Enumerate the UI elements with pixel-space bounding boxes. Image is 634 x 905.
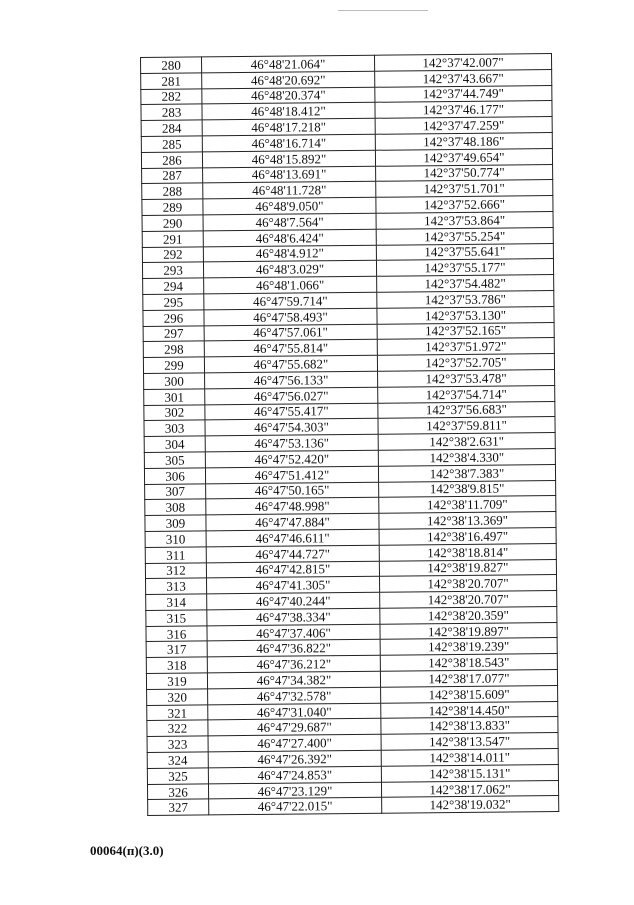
longitude-cell: 142°38'2.631" [378,433,555,450]
longitude-cell: 142°37'54.482" [377,275,554,292]
longitude-cell: 142°38'20.707" [380,591,557,608]
point-number-cell: 299 [143,357,204,373]
latitude-cell: 46°47'47.884" [206,513,379,530]
latitude-cell: 46°47'40.244" [207,592,380,609]
longitude-cell: 142°38'13.369" [379,512,556,529]
longitude-cell: 142°38'17.062" [381,780,558,797]
longitude-cell: 142°38'14.450" [381,701,558,718]
latitude-cell: 46°48'16.714" [202,134,375,151]
longitude-cell: 142°37'42.007" [374,54,551,71]
latitude-cell: 46°48'4.912" [203,245,376,262]
latitude-cell: 46°48'6.424" [203,229,376,246]
point-number-cell: 311 [145,547,206,563]
latitude-cell: 46°47'56.027" [205,387,378,404]
latitude-cell: 46°48'17.218" [202,118,375,135]
latitude-cell: 46°48'9.050" [203,197,376,214]
point-number-cell: 305 [144,452,205,468]
document-code: 00064(п)(3.0) [90,843,164,858]
longitude-cell: 142°38'19.239" [380,638,557,655]
longitude-cell: 142°38'13.833" [381,717,558,734]
point-number-cell: 313 [146,578,207,594]
longitude-cell: 142°37'59.811" [378,417,555,434]
longitude-cell: 142°38'20.359" [380,606,557,623]
point-number-cell: 326 [147,784,208,800]
latitude-cell: 46°47'36.212" [207,656,380,673]
latitude-cell: 46°48'3.029" [203,261,376,278]
latitude-cell: 46°48'11.728" [203,182,376,199]
longitude-cell: 142°37'56.683" [378,401,555,418]
longitude-cell: 142°37'47.259" [375,117,552,134]
latitude-cell: 46°47'42.815" [206,561,379,578]
point-number-cell: 314 [146,594,207,610]
latitude-cell: 46°47'52.420" [205,450,378,467]
latitude-cell: 46°47'54.303" [205,419,378,436]
point-number-cell: 303 [144,420,205,436]
latitude-cell: 46°47'58.493" [204,308,377,325]
longitude-cell: 142°37'53.130" [377,306,554,323]
longitude-cell: 142°37'44.749" [375,85,552,102]
latitude-cell: 46°48'13.691" [203,166,376,183]
point-number-cell: 320 [147,689,208,705]
longitude-cell: 142°38'18.543" [380,654,557,671]
point-number-cell: 294 [143,278,204,294]
latitude-cell: 46°47'37.406" [207,624,380,641]
point-number-cell: 321 [147,705,208,721]
longitude-cell: 142°37'54.714" [378,385,555,402]
longitude-cell: 142°37'52.165" [377,322,554,339]
point-number-cell: 288 [142,183,203,199]
latitude-cell: 46°48'21.064" [202,55,375,72]
latitude-cell: 46°47'32.578" [208,687,381,704]
longitude-cell: 142°37'49.654" [375,148,552,165]
point-number-cell: 308 [145,499,206,515]
longitude-cell: 142°38'15.131" [381,764,558,781]
longitude-cell: 142°37'55.177" [376,259,553,276]
latitude-cell: 46°47'57.061" [204,324,377,341]
latitude-cell: 46°47'44.727" [206,545,379,562]
point-number-cell: 304 [144,436,205,452]
point-number-cell: 280 [141,57,202,73]
point-number-cell: 298 [143,341,204,357]
point-number-cell: 323 [147,736,208,752]
latitude-cell: 46°47'41.305" [207,577,380,594]
longitude-cell: 142°38'16.497" [379,527,556,544]
point-number-cell: 317 [146,641,207,657]
point-number-cell: 309 [145,515,206,531]
longitude-cell: 142°38'7.383" [378,464,555,481]
longitude-cell: 142°38'19.897" [380,622,557,639]
point-number-cell: 293 [142,262,203,278]
latitude-cell: 46°47'23.129" [208,782,381,799]
point-number-cell: 282 [141,89,202,105]
point-number-cell: 327 [148,799,209,815]
latitude-cell: 46°47'50.165" [206,482,379,499]
point-number-cell: 325 [147,768,208,784]
point-number-cell: 297 [143,325,204,341]
longitude-cell: 142°38'19.827" [379,559,556,576]
longitude-cell: 142°37'51.701" [376,180,553,197]
point-number-cell: 296 [143,310,204,326]
latitude-cell: 46°47'55.814" [204,340,377,357]
longitude-cell: 142°37'53.864" [376,212,553,229]
latitude-cell: 46°47'53.136" [205,434,378,451]
point-number-cell: 281 [141,73,202,89]
point-number-cell: 284 [141,120,202,136]
longitude-cell: 142°38'13.547" [381,733,558,750]
longitude-cell: 142°37'53.478" [378,369,555,386]
point-number-cell: 322 [147,720,208,736]
longitude-cell: 142°37'53.786" [377,290,554,307]
longitude-cell: 142°37'52.705" [377,354,554,371]
longitude-cell: 142°38'9.815" [379,480,556,497]
point-number-cell: 307 [145,483,206,499]
point-number-cell: 290 [142,215,203,231]
point-number-cell: 289 [142,199,203,215]
latitude-cell: 46°48'18.412" [202,103,375,120]
longitude-cell: 142°38'18.814" [379,543,556,560]
latitude-cell: 46°47'46.611" [206,529,379,546]
scan-artifact-line [338,10,428,11]
latitude-cell: 46°47'29.687" [208,719,381,736]
latitude-cell: 46°47'24.853" [208,766,381,783]
latitude-cell: 46°47'55.417" [205,403,378,420]
longitude-cell: 142°38'14.011" [381,749,558,766]
longitude-cell: 142°38'19.032" [382,796,559,813]
latitude-cell: 46°47'26.392" [208,750,381,767]
point-number-cell: 315 [146,610,207,626]
point-number-cell: 302 [144,404,205,420]
point-number-cell: 301 [144,389,205,405]
latitude-cell: 46°47'38.334" [207,608,380,625]
latitude-cell: 46°48'20.374" [202,87,375,104]
point-number-cell: 287 [142,167,203,183]
latitude-cell: 46°47'56.133" [205,371,378,388]
point-number-cell: 286 [141,152,202,168]
longitude-cell: 142°37'43.667" [375,69,552,86]
point-number-cell: 310 [145,531,206,547]
longitude-cell: 142°38'4.330" [378,448,555,465]
coordinates-table-body [141,54,559,816]
point-number-cell: 318 [146,657,207,673]
point-number-cell: 295 [143,294,204,310]
latitude-cell: 46°47'22.015" [209,798,382,815]
latitude-cell: 46°48'7.564" [203,213,376,230]
point-number-cell: 292 [142,246,203,262]
point-number-cell: 306 [144,468,205,484]
latitude-cell: 46°47'59.714" [204,292,377,309]
latitude-cell: 46°48'15.892" [202,150,375,167]
latitude-cell: 46°47'27.400" [208,734,381,751]
latitude-cell: 46°47'48.998" [206,498,379,515]
latitude-cell: 46°47'51.412" [205,466,378,483]
latitude-cell: 46°47'34.382" [207,671,380,688]
latitude-cell: 46°48'1.066" [204,276,377,293]
longitude-cell: 142°37'55.641" [376,243,553,260]
longitude-cell: 142°38'20.707" [379,575,556,592]
point-number-cell: 291 [142,231,203,247]
longitude-cell: 142°37'50.774" [376,164,553,181]
longitude-cell: 142°38'17.077" [380,670,557,687]
coordinates-table [140,53,559,816]
longitude-cell: 142°37'51.972" [377,338,554,355]
point-number-cell: 300 [144,373,205,389]
longitude-cell: 142°38'11.709" [379,496,556,513]
latitude-cell: 46°47'55.682" [204,355,377,372]
point-number-cell: 319 [146,673,207,689]
longitude-cell: 142°37'52.666" [376,196,553,213]
point-number-cell: 312 [145,562,206,578]
latitude-cell: 46°47'31.040" [208,703,381,720]
latitude-cell: 46°48'20.692" [202,71,375,88]
point-number-cell: 283 [141,104,202,120]
longitude-cell: 142°37'48.186" [375,133,552,150]
point-number-cell: 285 [141,136,202,152]
longitude-cell: 142°37'46.177" [375,101,552,118]
longitude-cell: 142°38'15.609" [381,685,558,702]
longitude-cell: 142°37'55.254" [376,227,553,244]
table-row [148,796,559,816]
point-number-cell: 324 [147,752,208,768]
point-number-cell: 316 [146,626,207,642]
latitude-cell: 46°47'36.822" [207,640,380,657]
